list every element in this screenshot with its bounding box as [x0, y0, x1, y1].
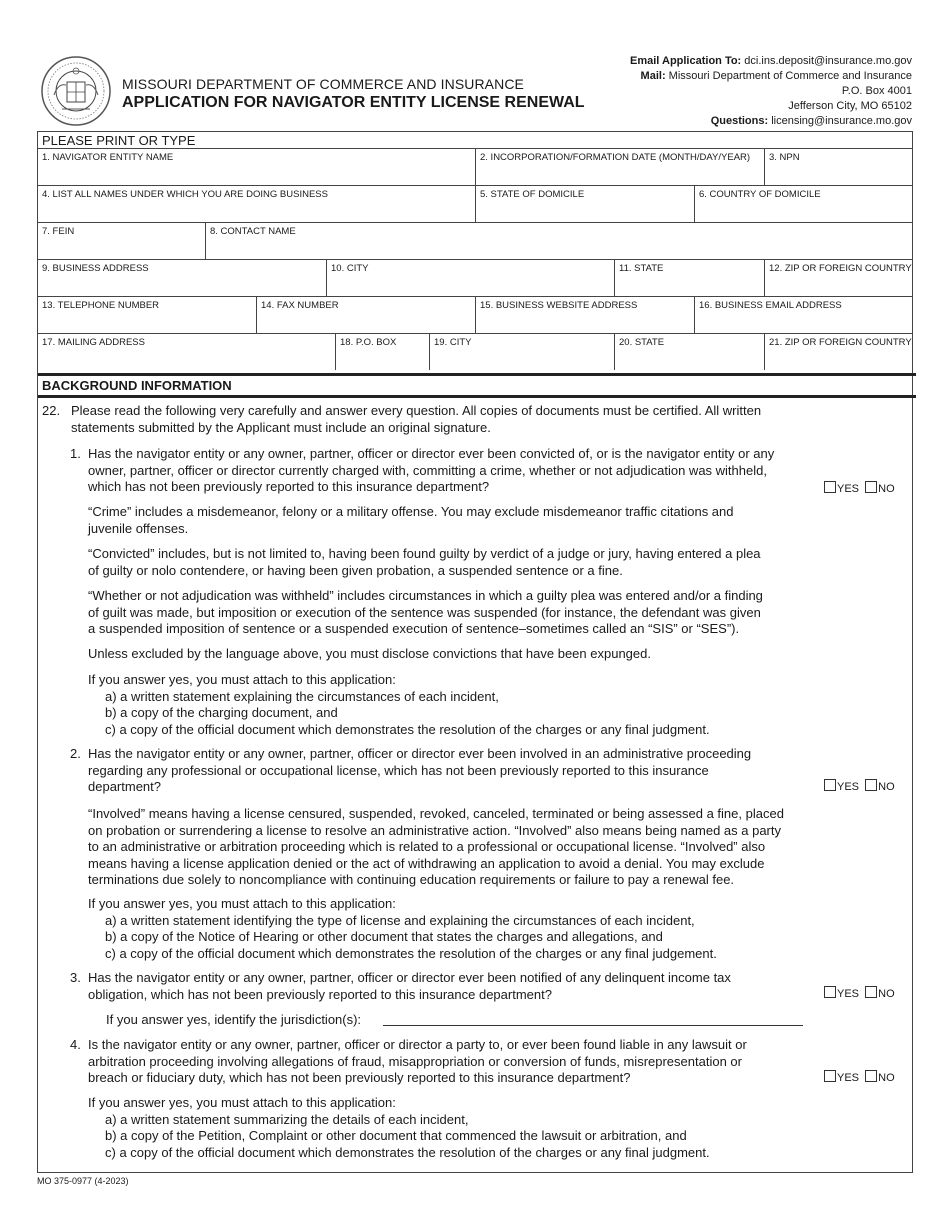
q3-jurisdiction-input[interactable] [383, 1025, 803, 1026]
q4-yes-label: YES [837, 1072, 860, 1084]
field-city[interactable]: 10. CITY [326, 260, 614, 296]
q2-involved-definition: “Involved” means having a license censured, suspended, revoked, canceled, terminated or being assessed a fine, placed on probation or surrendering a license to resolve an administrative action. “Involved” also means being named as a party to an administrative or arbitration proceeding which is related to a professional or occupational license. “Involved” also means having a license application denied or the act of withdrawing an application to avoid a denial. You may exclude terminations due solely to noncompliance with continuing education requirements or failure to pay a renewal fee. [88, 806, 784, 887]
q2-no-checkbox[interactable] [865, 779, 877, 791]
mail-label: Mail: [640, 70, 666, 82]
contact-info [492, 54, 912, 129]
q1-convicted-definition: “Convicted” includes, but is not limited to, having been found guilty by verdict of a judge or jury, having entered a plea of guilty or nolo contendere, or having been given probation, a suspended sentence or a fine. [88, 546, 761, 578]
q2-answer [824, 779, 895, 793]
q1-no-checkbox[interactable] [865, 481, 877, 493]
q3-yes-checkbox[interactable] [824, 986, 836, 998]
q1-answer [824, 481, 895, 495]
field-business-address[interactable]: 9. BUSINESS ADDRESS [42, 263, 149, 274]
form-row-2 [38, 186, 912, 223]
q1-yes-checkbox[interactable] [824, 481, 836, 493]
email-value[interactable]: dci.ins.deposit@insurance.mo.gov [744, 55, 912, 67]
q2-attach-instructions: If you answer yes, you must attach to this application: a) a written statement identifying the type of license and explaining the circumstances of each incident, b) a copy of the Notice of Hearing or other document that states the charges and allegations, and c) a copy of the official document which demonstrates the resolution of the charges or any final judgement. [88, 896, 717, 961]
department-name: MISSOURI DEPARTMENT OF COMMERCE AND INSURANCE [122, 76, 524, 92]
field-telephone[interactable]: 13. TELEPHONE NUMBER [42, 300, 160, 311]
field-fein[interactable]: 7. FEIN [42, 226, 75, 237]
field-npn[interactable]: 3. NPN [764, 149, 912, 185]
print-header: PLEASE PRINT OR TYPE [38, 132, 912, 149]
questions-label: Questions: [710, 115, 769, 127]
field-incorporation-date[interactable]: 2. INCORPORATION/FORMATION DATE (MONTH/DAY/YEAR) [475, 149, 764, 185]
q3-answer [824, 986, 895, 1000]
field-state[interactable]: 11. STATE [614, 260, 764, 296]
field-mailing-city[interactable]: 19. CITY [429, 334, 614, 370]
q1-number: 1. [70, 446, 81, 461]
q4-number: 4. [70, 1037, 81, 1052]
form-row-6 [38, 334, 912, 371]
q3-text: Has the navigator entity or any owner, partner, officer or director ever been notified of any delinquent income tax obligation, which has not been previously reported to this insurance department? [88, 970, 731, 1002]
form-number: MO 375-0977 (4-2023) [37, 1176, 129, 1186]
q2-text: Has the navigator entity or any owner, partner, officer or director ever been involved in an administrative proceeding regarding any professional or occupational license, which has not been previously reported to this insurance department? [88, 746, 752, 794]
field-po-box[interactable]: 18. P.O. BOX [335, 334, 429, 370]
field-business-names[interactable]: 4. LIST ALL NAMES UNDER WHICH YOU ARE DOING BUSINESS [42, 189, 328, 200]
mail-line-2: P.O. Box 4001 [841, 85, 912, 97]
q4-text: Is the navigator entity or any owner, partner, officer or director a party to, or ever been found liable in any lawsuit or arbitration proceeding involving allegations of fraud, misappropriation or conversion of funds, misrepresentation or breach or fiduciary duty, which has not been previously reported to this insurance department? [88, 1037, 747, 1085]
q2-yes-label: YES [837, 781, 860, 793]
form-row-3 [38, 223, 912, 260]
questions-value[interactable]: licensing@insurance.mo.gov [771, 115, 912, 127]
intro-text: Please read the following very carefully and answer every question. All copies of documents must be certified. All written statements submitted by the Applicant must include an original signature. [71, 403, 762, 435]
missouri-state-seal-icon [40, 55, 112, 127]
q4-no-label: NO [878, 1072, 895, 1084]
q3-jurisdiction-label: If you answer yes, identify the jurisdiction(s): [106, 1012, 362, 1027]
field-navigator-entity-name[interactable]: 1. NAVIGATOR ENTITY NAME [42, 152, 174, 163]
field-mailing-state[interactable]: 20. STATE [614, 334, 764, 370]
q2-number: 2. [70, 746, 81, 761]
form-title: APPLICATION FOR NAVIGATOR ENTITY LICENSE RENEWAL [122, 94, 585, 111]
q1-adjudication-definition: “Whether or not adjudication was withheld” includes circumstances in which a guilty plea was entered and/or a finding of guilt was made, but imposition or execution of the sentence was suspended (for instance, the defendant was given a suspended imposition of sentence or a suspended execution of sentence–sometimes called an “SIS” or “SES”). [88, 588, 763, 636]
field-country-of-domicile[interactable]: 6. COUNTRY OF DOMICILE [694, 186, 912, 222]
field-mailing-address[interactable]: 17. MAILING ADDRESS [42, 337, 145, 348]
q1-attach-instructions: If you answer yes, you must attach to this application: a) a written statement explaining the circumstances of each incident, b) a copy of the charging document, and c) a copy of the official document which demonstrates the resolution of the charges or any final judgment. [88, 672, 710, 737]
field-fax[interactable]: 14. FAX NUMBER [256, 297, 475, 333]
intro-number: 22. [42, 403, 61, 418]
q3-number: 3. [70, 970, 81, 985]
q4-answer [824, 1070, 895, 1084]
q1-no-label: NO [878, 483, 895, 495]
field-zip[interactable]: 12. ZIP OR FOREIGN COUNTRY [764, 260, 912, 296]
q2-no-label: NO [878, 781, 895, 793]
q1-crime-definition: “Crime” includes a misdemeanor, felony or a military offense. You may exclude misdemeanor traffic citations and juvenile offenses. [88, 504, 734, 536]
background-information-header: BACKGROUND INFORMATION [38, 373, 916, 398]
field-website[interactable]: 15. BUSINESS WEBSITE ADDRESS [475, 297, 694, 333]
q3-no-label: NO [878, 988, 895, 1000]
q2-yes-checkbox[interactable] [824, 779, 836, 791]
q3-yes-label: YES [837, 988, 860, 1000]
q1-expunged-note: Unless excluded by the language above, you must disclose convictions that have been expunged. [88, 646, 651, 661]
form-row-5 [38, 297, 912, 334]
q1-yes-label: YES [837, 483, 860, 495]
mail-line-3: Jefferson City, MO 65102 [788, 100, 912, 112]
mail-line-1: Missouri Department of Commerce and Insurance [668, 70, 912, 82]
q4-yes-checkbox[interactable] [824, 1070, 836, 1082]
q4-attach-instructions: If you answer yes, you must attach to this application: a) a written statement summarizing the details of each incident, b) a copy of the Petition, Complaint or other document that commenced the lawsuit or arbitration, and c) a copy of the official document which demonstrates the resolution of the charges or any final judgment. [88, 1095, 710, 1160]
form-row-4 [38, 260, 912, 297]
form-row-1 [38, 149, 912, 186]
field-state-of-domicile[interactable]: 5. STATE OF DOMICILE [475, 186, 694, 222]
field-business-email[interactable]: 16. BUSINESS EMAIL ADDRESS [694, 297, 912, 333]
field-mailing-zip[interactable]: 21. ZIP OR FOREIGN COUNTRY [764, 334, 912, 370]
field-contact-name[interactable]: 8. CONTACT NAME [205, 223, 912, 259]
q4-no-checkbox[interactable] [865, 1070, 877, 1082]
q3-no-checkbox[interactable] [865, 986, 877, 998]
email-label: Email Application To: [630, 55, 742, 67]
q1-text: Has the navigator entity or any owner, partner, officer or director ever been convicted of, or is the navigator entity or any owner, partner, officer or director currently charged with, committing a crime, whether or not adjudication was withheld, which has not been previously reported to this insurance department? [88, 446, 775, 494]
